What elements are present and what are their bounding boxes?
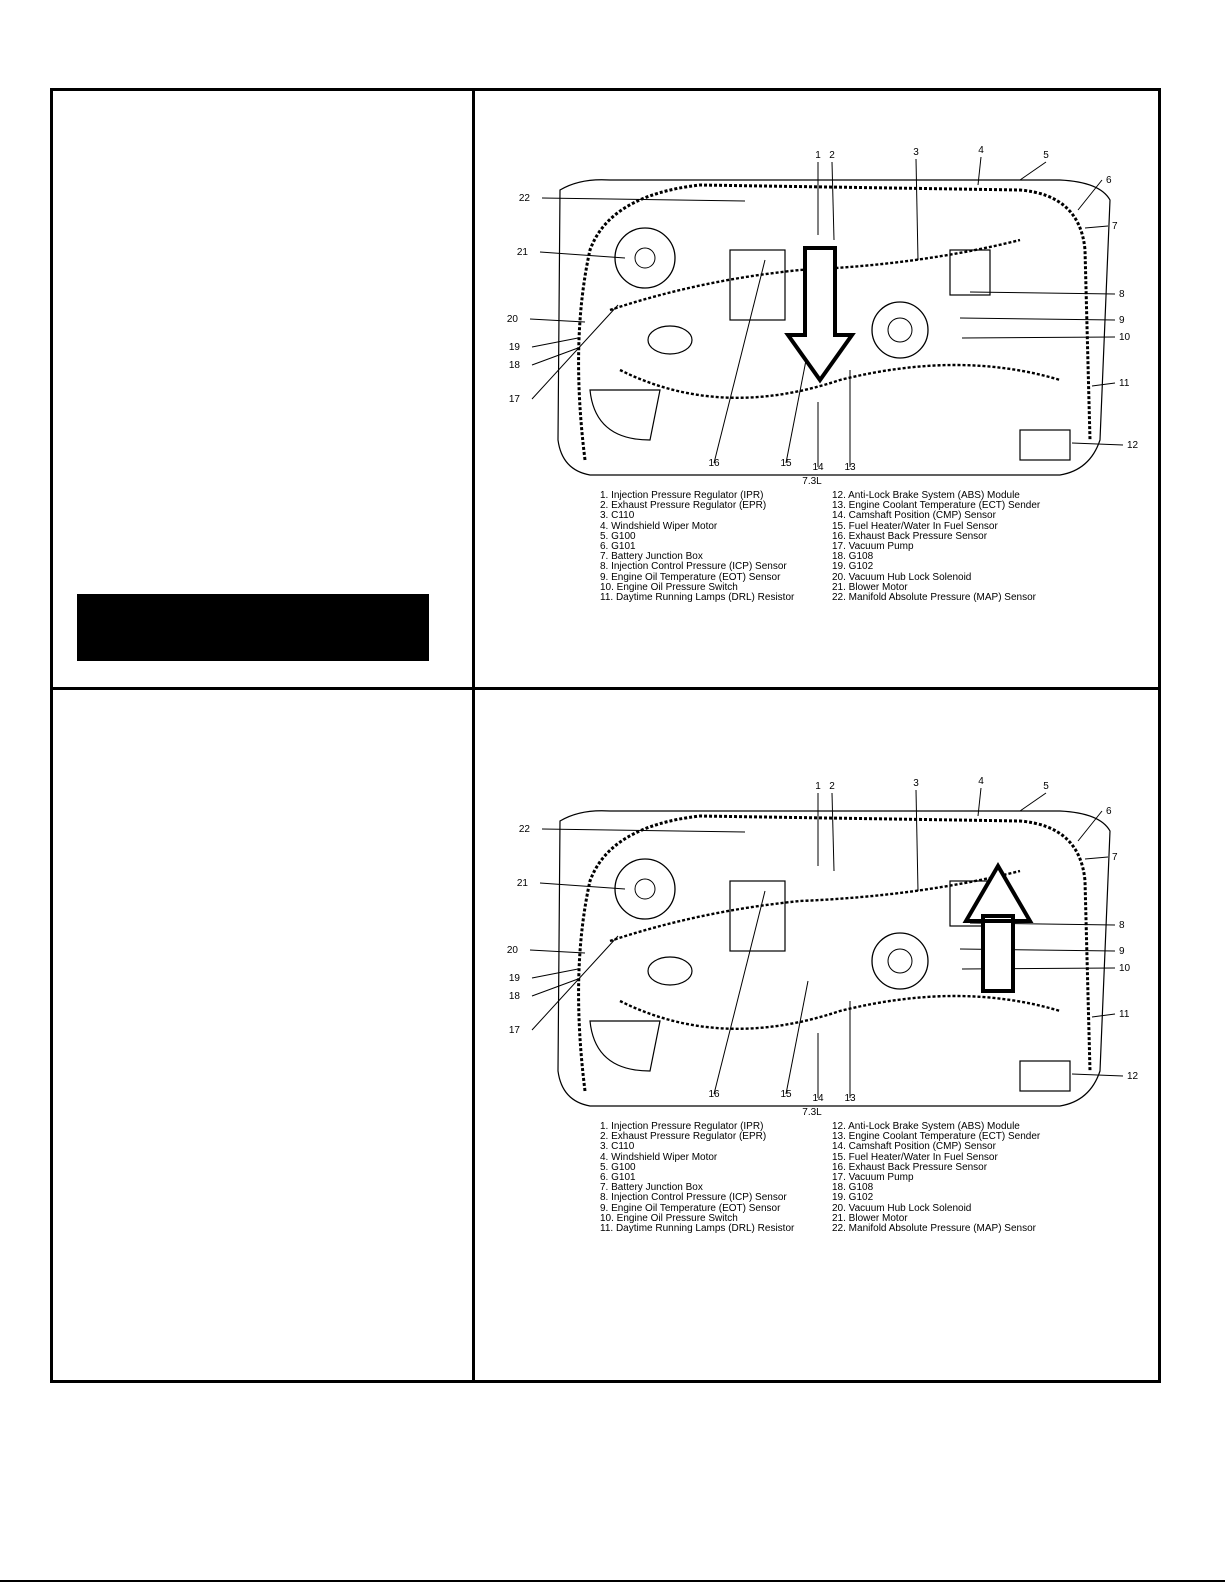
legend-item: 18. G108 [832,1182,874,1194]
legend-right [832,1122,1040,1234]
callout-number: 10 [1119,332,1131,343]
callout-number: 19 [508,973,520,984]
callout-number: 5 [1043,150,1049,161]
callout-number: 7 [1112,852,1118,863]
callout-number: 14 [812,462,824,473]
relay-box [950,250,990,295]
legend-item: 6. G101 [600,1171,636,1183]
wiring-harness [620,365,1060,398]
callout-leader [1092,1014,1115,1017]
callout-leader [916,159,918,260]
callout-number: 12 [1127,1071,1139,1082]
row-divider [50,687,1161,690]
callout-leader [970,292,1115,294]
callout-leader [978,788,981,816]
legend-item: 19. G102 [832,561,874,573]
callout-number: 22 [518,193,530,204]
callout-leader [1020,793,1046,811]
legend-item: 10. Engine Oil Pressure Switch [600,1212,738,1224]
legend-item: 13. Engine Coolant Temperature (ECT) Sender [832,500,1041,512]
legend-left [600,491,794,603]
callout-number: 17 [508,1025,520,1036]
callout-number: 20 [506,945,518,956]
legend-item: 19. G102 [832,1192,874,1204]
legend-item: 7. Battery Junction Box [600,551,703,563]
callout-leader [1020,162,1046,180]
wiring-harness [620,996,1060,1029]
legend-item: 1. Injection Pressure Regulator (IPR) [600,490,764,501]
callout-leader [540,883,625,889]
legend-item: 15. Fuel Heater/Water In Fuel Sensor [832,1151,998,1163]
legend-item: 5. G100 [600,1161,636,1173]
callout-number: 9 [1119,946,1125,957]
engine-diagram-top [500,140,1140,640]
legend-item: 14. Camshaft Position (CMP) Sensor [832,510,996,522]
legend-item: 22. Manifold Absolute Pressure (MAP) Sensor [832,1222,1036,1234]
legend-item: 2. Exhaust Pressure Regulator (EPR) [600,1131,767,1143]
engine-block [730,250,785,320]
abs-module [1020,1061,1070,1091]
callout-leader [832,793,834,871]
callout-leader [832,162,834,240]
alternator-pulley [888,949,912,973]
callout-number: 3 [913,778,919,789]
callout-number: 13 [844,462,856,473]
callout-number: 16 [708,458,720,469]
callout-leader [962,337,1115,338]
callout-leader [1072,443,1123,445]
legend-item: 6. G101 [600,540,636,552]
callout-leader [786,350,808,463]
legend-left [600,1122,794,1234]
callout-number: 16 [708,1089,720,1100]
legend-item: 13. Engine Coolant Temperature (ECT) Sender [832,1131,1041,1143]
callout-number: 4 [978,776,984,787]
callout-number: 18 [508,360,520,371]
callout-number: 10 [1119,963,1131,974]
callout-number: 21 [516,878,528,889]
callout-number: 13 [844,1093,856,1104]
legend-item: 12. Anti-Lock Brake System (ABS) Module [832,1121,1020,1132]
callout-number: 2 [829,781,835,792]
legend-item: 10. Engine Oil Pressure Switch [600,581,738,593]
page-bottom-rule [0,1580,1225,1582]
callout-number: 15 [780,458,792,469]
callout-number: 15 [780,1089,792,1100]
blower-motor-hub [635,248,655,268]
legend-item: 21. Blower Motor [832,1212,908,1224]
alternator [872,302,928,358]
callout-number: 8 [1119,920,1125,931]
legend-item: 9. Engine Oil Temperature (EOT) Sensor [600,571,781,583]
legend-item: 3. C110 [600,1141,635,1153]
legend-item: 14. Camshaft Position (CMP) Sensor [832,1141,996,1153]
callout-leader [532,969,578,978]
legend-item: 20. Vacuum Hub Lock Solenoid [832,571,972,583]
callout-number: 3 [913,147,919,158]
callout-number: 17 [508,394,520,405]
legend-item: 16. Exhaust Back Pressure Sensor [832,530,988,542]
callout-number: 5 [1043,781,1049,792]
callout-number: 11 [1119,378,1130,389]
callout-leader [532,338,578,347]
legend-item: 3. C110 [600,510,635,522]
blower-motor-hub [635,879,655,899]
callout-number: 21 [516,247,528,258]
callout-leader [978,157,981,185]
callout-leader [530,319,585,322]
callout-number: 22 [518,824,530,835]
legend-item: 4. Windshield Wiper Motor [600,520,718,532]
legend-item: 11. Daytime Running Lamps (DRL) Resistor [600,1222,795,1234]
callout-number: 7 [1112,221,1118,232]
callout-leader [530,950,585,953]
callout-number: 1 [815,781,821,792]
legend-item: 22. Manifold Absolute Pressure (MAP) Sensor [832,591,1036,603]
legend-item: 4. Windshield Wiper Motor [600,1151,718,1163]
callout-leader [1085,226,1108,228]
callout-number: 9 [1119,315,1125,326]
legend-item: 11. Daytime Running Lamps (DRL) Resistor [600,591,795,603]
callout-leader [786,981,808,1094]
legend-item: 20. Vacuum Hub Lock Solenoid [832,1202,972,1214]
callout-number: 11 [1119,1009,1130,1020]
legend-item: 9. Engine Oil Temperature (EOT) Sensor [600,1202,781,1214]
callout-leader [532,305,618,399]
column-divider [472,88,475,1383]
variant-label: 7.3L [802,1107,822,1118]
callout-number: 14 [812,1093,824,1104]
callout-number: 8 [1119,289,1125,300]
alternator-pulley [888,318,912,342]
callout-number: 20 [506,314,518,325]
vacuum-pump-body [648,957,692,985]
callout-number: 19 [508,342,520,353]
callout-number: 6 [1106,175,1112,186]
legend-item: 8. Injection Control Pressure (ICP) Sensor [600,561,787,573]
reservoir [590,390,660,440]
callout-leader [532,936,618,1030]
legend-item: 5. G100 [600,530,636,542]
callout-leader [540,252,625,258]
callout-leader [1085,857,1108,859]
arrow-up-icon [966,866,1030,991]
legend-item: 21. Blower Motor [832,581,908,593]
legend-item: 18. G108 [832,551,874,563]
callout-number: 12 [1127,440,1139,451]
legend-item: 7. Battery Junction Box [600,1182,703,1194]
legend-item: 16. Exhaust Back Pressure Sensor [832,1161,988,1173]
alternator [872,933,928,989]
engine-block [730,881,785,951]
abs-module [1020,430,1070,460]
legend-item: 8. Injection Control Pressure (ICP) Sensor [600,1192,787,1204]
callout-leader [714,891,765,1094]
legend-item: 1. Injection Pressure Regulator (IPR) [600,1121,764,1132]
legend-item: 17. Vacuum Pump [832,540,914,552]
callout-number: 4 [978,145,984,156]
callout-number: 6 [1106,806,1112,817]
legend-right [832,491,1040,603]
redacted-block [77,594,429,661]
callout-leader [916,790,918,891]
callout-number: 2 [829,150,835,161]
engine-illustration [500,771,1140,1131]
legend-item: 15. Fuel Heater/Water In Fuel Sensor [832,520,998,532]
callout-number: 18 [508,991,520,1002]
legend-item: 12. Anti-Lock Brake System (ABS) Module [832,490,1020,501]
callout-leader [1072,1074,1123,1076]
callout-number: 1 [815,150,821,161]
callout-leader [960,318,1115,320]
legend-item: 2. Exhaust Pressure Regulator (EPR) [600,500,767,512]
callout-leader [1092,383,1115,386]
vacuum-pump-body [648,326,692,354]
reservoir [590,1021,660,1071]
variant-label: 7.3L [802,476,822,487]
callout-leader [714,260,765,463]
engine-diagram-bottom [500,771,1140,1271]
legend-item: 17. Vacuum Pump [832,1171,914,1183]
engine-illustration [500,140,1140,500]
